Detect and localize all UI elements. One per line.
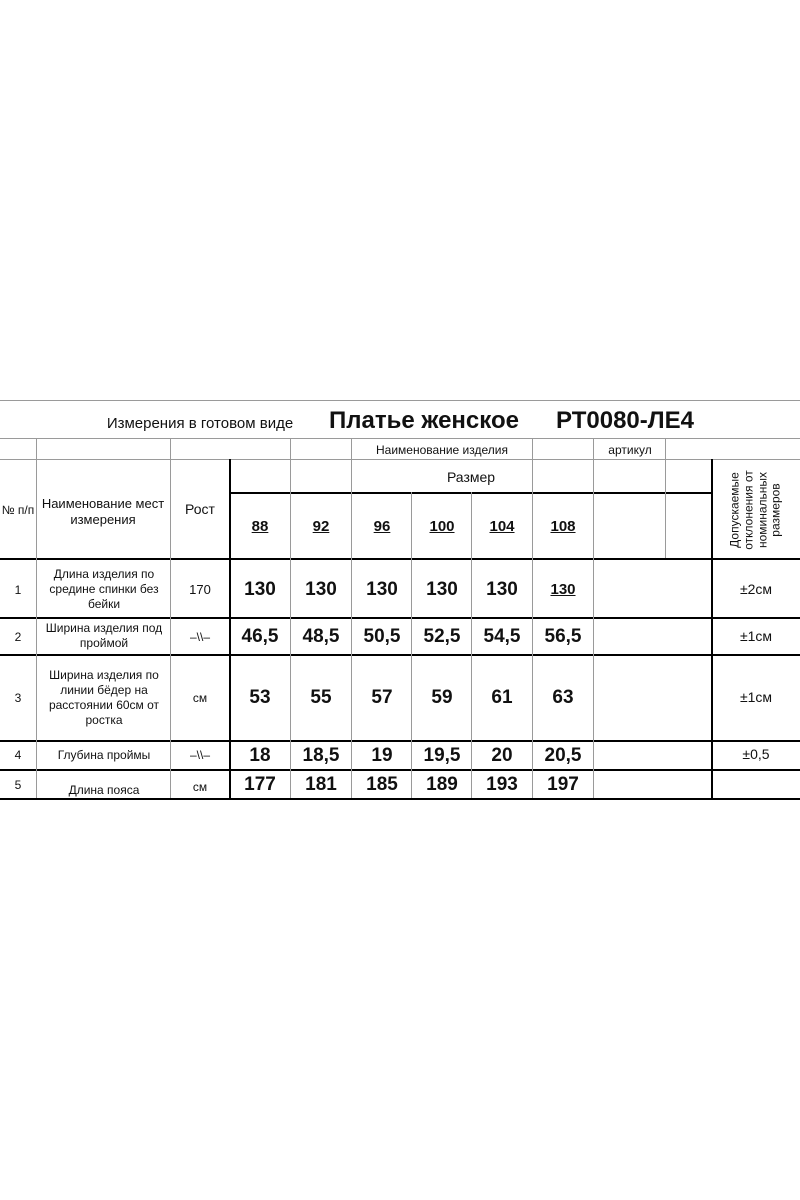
row-2-height: –\\– bbox=[189, 629, 210, 644]
grid-line bbox=[290, 438, 291, 798]
row-5-height: см bbox=[192, 779, 208, 794]
row-3-tolerance: ±1см bbox=[739, 689, 773, 706]
row-2-value: 48,5 bbox=[302, 626, 340, 648]
grid-line bbox=[411, 492, 412, 798]
row-1-value: 130 bbox=[550, 580, 576, 598]
row-3-value: 53 bbox=[249, 687, 271, 709]
row-5-value: 181 bbox=[305, 774, 337, 796]
row-4-value: 18 bbox=[249, 745, 271, 767]
row-4-height: –\\– bbox=[189, 747, 210, 762]
row-3-name: Ширина изделия по линии бёдер на расстоянии 60см от ростка bbox=[48, 668, 160, 727]
row-4-value: 19 bbox=[371, 745, 393, 767]
grid-line bbox=[0, 400, 800, 401]
grid-line bbox=[170, 438, 171, 798]
size-header: Размер bbox=[446, 469, 496, 486]
grid-line bbox=[351, 438, 352, 798]
row-1-name: Длина изделия по средине спинки без бейки bbox=[49, 566, 159, 611]
row-5-value: 197 bbox=[547, 774, 579, 796]
grid-line bbox=[0, 654, 800, 656]
row-2-num: 2 bbox=[14, 629, 22, 644]
row-1-value: 130 bbox=[305, 579, 337, 601]
row-1-height: 170 bbox=[189, 581, 211, 597]
row-3-value: 59 bbox=[431, 687, 453, 709]
size-104: 104 bbox=[489, 517, 515, 535]
row-4-value: 20 bbox=[491, 745, 513, 767]
grid-line bbox=[665, 438, 666, 558]
row-5-value: 177 bbox=[244, 774, 276, 796]
row-3-value: 61 bbox=[491, 687, 513, 709]
product-name-label: Наименование изделия bbox=[376, 442, 508, 457]
row-3-value: 57 bbox=[371, 687, 393, 709]
grid-line bbox=[0, 740, 800, 742]
row-3-height: см bbox=[192, 690, 208, 705]
grid-line bbox=[0, 769, 800, 771]
grid-line bbox=[0, 798, 800, 800]
grid-line bbox=[0, 459, 800, 460]
row-3-num: 3 bbox=[14, 690, 22, 705]
row-5-num: 5 bbox=[14, 777, 22, 792]
grid-line bbox=[229, 459, 231, 798]
row-1-tolerance: ±2см bbox=[739, 581, 773, 598]
size-96: 96 bbox=[373, 517, 391, 535]
table-subtitle-text: Измерения в готовом виде bbox=[106, 414, 294, 432]
row-2-value: 56,5 bbox=[544, 626, 582, 648]
row-2-name: Ширина изделия под проймой bbox=[45, 621, 163, 650]
grid-line bbox=[593, 438, 594, 798]
row-4-value: 18,5 bbox=[302, 745, 340, 767]
row-1-value: 130 bbox=[366, 579, 398, 601]
row-1-value: 130 bbox=[244, 579, 276, 601]
grid-line bbox=[711, 459, 713, 798]
grid-line bbox=[0, 558, 800, 560]
column-place-header: Наименование мест измерения bbox=[41, 495, 165, 527]
grid-line bbox=[36, 438, 37, 798]
column-height-header: Рост bbox=[185, 501, 215, 518]
size-108: 108 bbox=[550, 517, 576, 535]
row-5-name: Длина пояса bbox=[68, 782, 140, 797]
article-label: артикул bbox=[608, 442, 652, 457]
row-3-value: 63 bbox=[552, 687, 574, 709]
row-4-value: 20,5 bbox=[544, 745, 582, 767]
row-4-tolerance: ±0,5 bbox=[742, 746, 770, 763]
size-100: 100 bbox=[429, 517, 455, 535]
grid-line bbox=[532, 438, 533, 798]
row-2-value: 52,5 bbox=[423, 626, 461, 648]
row-3-value: 55 bbox=[310, 687, 332, 709]
row-2-tolerance: ±1см bbox=[739, 628, 773, 645]
row-1-value: 130 bbox=[426, 579, 458, 601]
row-4-num: 4 bbox=[14, 747, 22, 762]
size-92: 92 bbox=[312, 517, 330, 535]
grid-line bbox=[471, 492, 472, 798]
tolerance-header: Допускаемые отклонения от номинальных размеров bbox=[727, 470, 783, 550]
row-4-value: 19,5 bbox=[423, 745, 461, 767]
row-5-tolerance bbox=[712, 772, 800, 798]
row-2-value: 50,5 bbox=[363, 626, 401, 648]
row-1-value: 130 bbox=[486, 579, 518, 601]
row-2-value: 54,5 bbox=[483, 626, 521, 648]
size-88: 88 bbox=[251, 517, 269, 535]
row-5-value: 189 bbox=[426, 774, 458, 796]
column-num-header: № п/п bbox=[1, 502, 35, 517]
product-article: РТ0080-ЛЕ4 bbox=[556, 407, 694, 434]
row-1-num: 1 bbox=[14, 582, 22, 597]
row-5-value: 185 bbox=[366, 774, 398, 796]
row-2-value: 46,5 bbox=[241, 626, 279, 648]
row-5-value: 193 bbox=[486, 774, 518, 796]
row-4-name: Глубина проймы bbox=[57, 747, 151, 762]
grid-line bbox=[0, 617, 800, 619]
grid-line bbox=[0, 438, 800, 439]
product-title: Платье женское bbox=[329, 407, 519, 434]
